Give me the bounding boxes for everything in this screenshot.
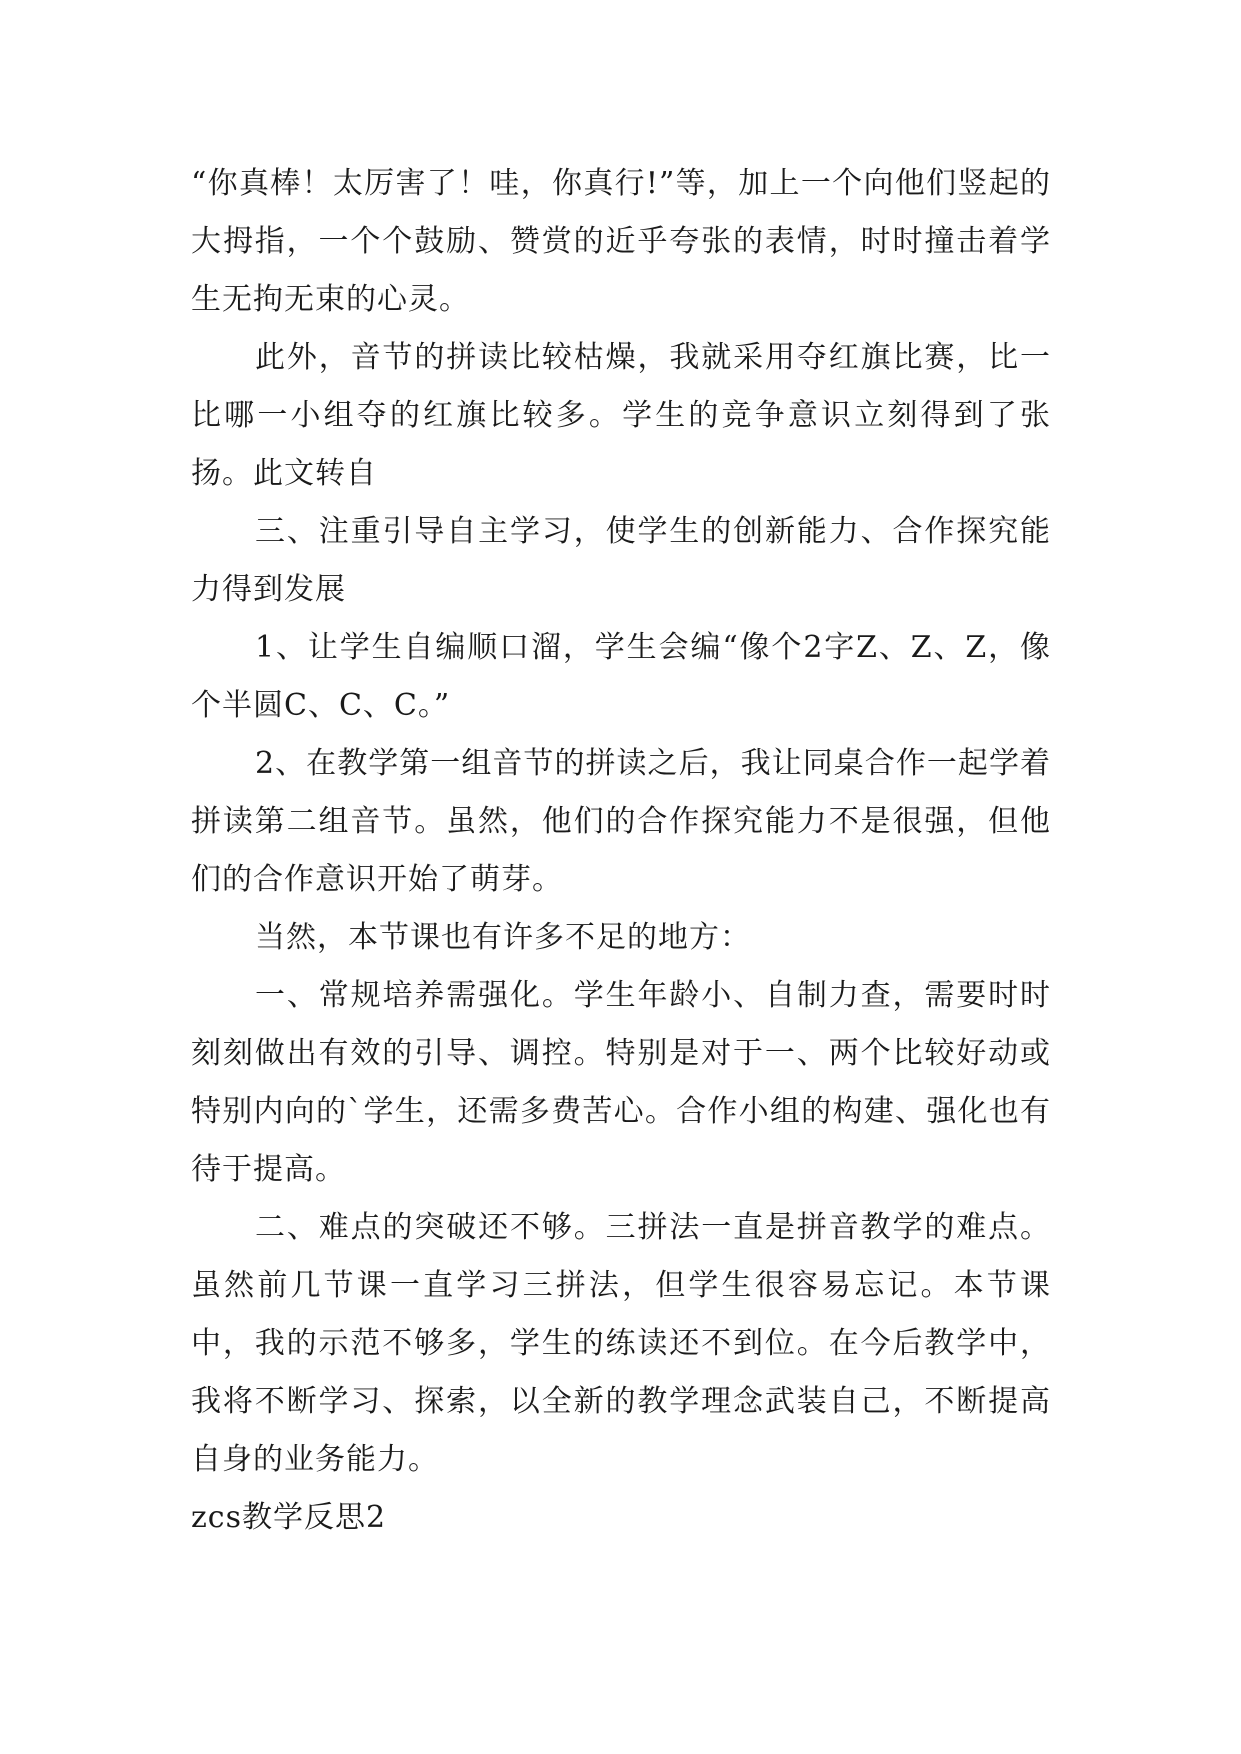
paragraph-6: 当然，本节课也有许多不足的地方：: [255, 920, 751, 955]
paragraph-8: 二、难点的突破还不够。三拼法一直是拼音教学的难点。虽然前几节课一直学习三拼法，但学生很容易忘记。本节课中，我的示范不够多，学生的练读还不到位。在今后教学中，我将不断学习、探索，以全新的教学理念武装自己，不断提高自身的业务能力。: [191, 1210, 1051, 1477]
paragraph-5: 2、在教学第一组音节的拼读之后，我让同桌合作一起学着拼读第二组音节。虽然，他们的合作探究能力不是很强，但他们的合作意识开始了萌芽。: [191, 746, 1051, 897]
paragraph-4: 1、让学生自编顺口溜，学生会编“像个2字Z、Z、Z，像个半圆C、C、C。”: [191, 630, 1051, 723]
document-body: [191, 155, 1051, 1547]
paragraph-1: “你真棒！太厉害了！哇，你真行!”等，加上一个向他们竖起的大拇指，一个个鼓励、赞赏的近乎夸张的表情，时时撞击着学生无拘无束的心灵。: [191, 166, 1051, 317]
section-heading: zcs教学反思2: [191, 1500, 387, 1535]
paragraph-2: 此外，音节的拼读比较枯燥，我就采用夺红旗比赛，比一比哪一小组夺的红旗比较多。学生的竞争意识立刻得到了张扬。此文转自: [191, 340, 1051, 491]
paragraph-3: 三、注重引导自主学习，使学生的创新能力、合作探究能力得到发展: [191, 514, 1051, 607]
paragraph-7: 一、常规培养需强化。学生年龄小、自制力查，需要时时刻刻做出有效的引导、调控。特别是对于一、两个比较好动或特别内向的`学生，还需多费苦心。合作小组的构建、强化也有待于提高。: [191, 978, 1051, 1187]
